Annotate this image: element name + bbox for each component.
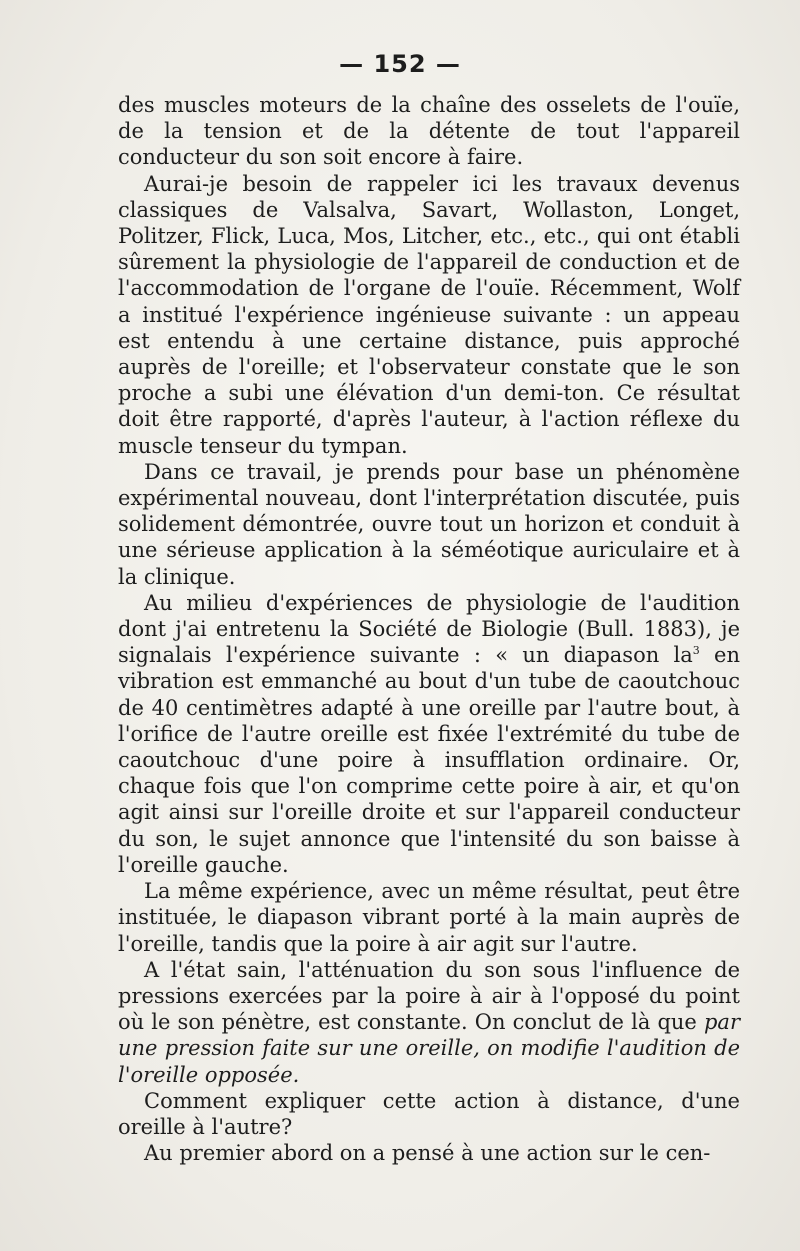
paragraph-3: Dans ce travail, je prends pour base un phénomène expérimental nouveau, dont l'interprétation discutée, puis solidement démontrée, ouvre tout un horizon et conduit à une sérieuse application à la séméotique auriculaire et à la clinique. [118,459,740,589]
paragraph-6-italic-conclusion: par une pression faite sur une oreille, on modifie l'audition de l'oreille opposée. [118,1010,740,1087]
paragraph-4 [118,590,740,878]
paragraph-8: Au premier abord on a pensé à une action sur le cen- [144,1141,711,1166]
paragraph-4-part-2: en vibration est emmanché au bout d'un tube de caoutchouc de 40 centimètres adapté à une oreille par l'autre bout, à l'orifice de l'autre oreille est fixée l'extrémité du tube de caoutchouc d'une poire à insufflation ordinaire. Or, chaque fois que l'on comprime cette poire à air, et qu'on agit ainsi sur l'oreille droite et sur l'appareil conducteur du son, le sujet annonce que l'intensité du son baisse à l'oreille gauche. [118,643,740,877]
superscript-note: 3 [692,644,700,658]
paragraph-5: La même expérience, avec un même résultat, peut être instituée, le diapason vibrant porté à la main auprès de l'oreille, tandis que la poire à air agit sur l'autre. [118,879,740,956]
paragraph-1: des muscles moteurs de la chaîne des osselets de l'ouïe, de la tension et de la détente de tout l'appareil conducteur du son soit encore à faire. [118,93,740,170]
page-number: — 152 — [339,50,461,78]
paragraph-6-part-1: A l'état sain, l'atténuation du son sous l'influence de pressions exercées par la poire à air à l'opposé du point où le son pénètre, est constante. On conclut de là que [118,957,740,1035]
paragraph-7: Comment expliquer cette action à distance, d'une oreille à l'autre? [118,1088,740,1139]
paragraph-2: Aurai-je besoin de rappeler ici les travaux devenus classiques de Valsalva, Savart, Wollaston, Longet, Politzer, Flick, Luca, Mos, Litcher, etc., etc., qui ont établi sûrement la physiologie de l'appareil de conduction et de l'accommodation de l'organe de l'ouïe. Récemment, Wolf a institué l'expérience ingénieuse suivante : un appeau est entendu à une certaine distance, puis approché auprès de l'oreille; et l'observateur constate que le son proche a subi une élévation d'un demi-ton. Ce résultat doit être rapporté, d'après l'auteur, à l'action réflexe du muscle tenseur du tympan. [118,171,740,458]
paragraph-4-part-1: Au milieu d'expériences de physiologie de l'audition dont j'ai entretenu la Société de Biologie (Bull. 1883), je signalais l'expérience suivante : « un diapason la [118,590,740,668]
body-text [118,92,740,1166]
paragraph-6 [118,957,740,1088]
